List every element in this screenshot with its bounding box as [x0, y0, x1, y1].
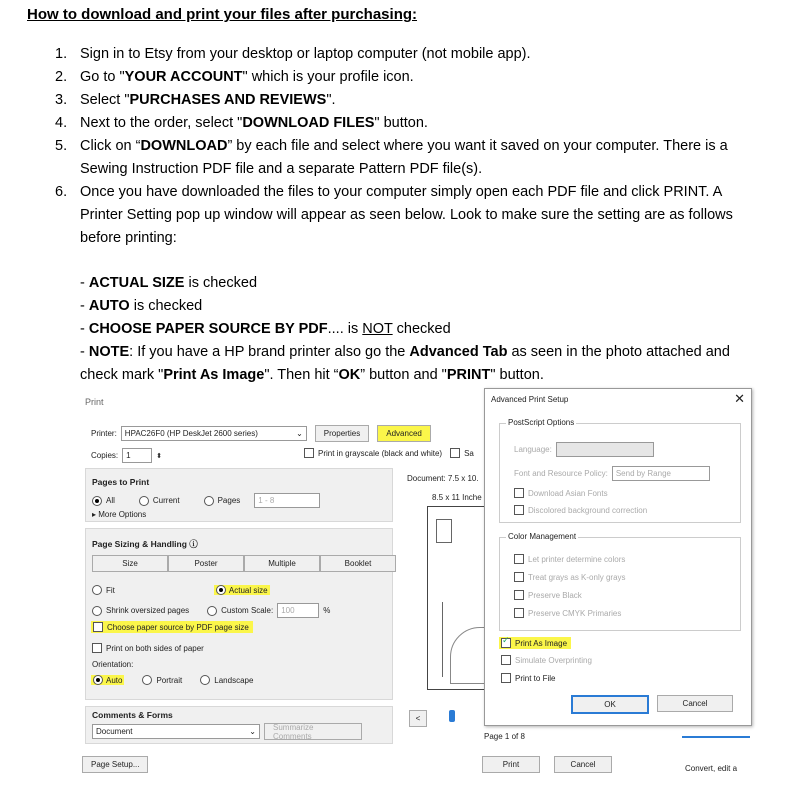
properties-button[interactable]: Properties [315, 425, 369, 442]
postscript-options-group [499, 418, 741, 523]
text-run: - [80, 321, 89, 337]
page-sizing-panel [85, 528, 393, 700]
print-to-file-label: Print to File [515, 673, 556, 683]
text-run: Once you have downloaded the files to your computer simply open each PDF file and click PRINT. A Printer Setting pop up window will appear as seen below. Look to make sure the setting are as follows before printing: [80, 184, 733, 246]
simulate-overprinting-label: Simulate Overprinting [515, 655, 592, 665]
step-number: 4. [55, 115, 68, 131]
text-run: " button. [374, 115, 428, 131]
step-item [55, 135, 745, 181]
color-management-group [499, 532, 741, 631]
fit-radio[interactable] [92, 585, 102, 595]
text-run: is checked [184, 275, 258, 291]
step-text [80, 89, 745, 112]
comments-title: Comments & Forms [92, 710, 173, 720]
text-run: ". [326, 92, 336, 108]
step-text [80, 43, 745, 66]
advanced-print-setup-dialog [484, 388, 752, 726]
text-run: OK [338, 367, 361, 383]
text-run: Click on “ [80, 138, 141, 154]
language-select[interactable] [556, 442, 654, 457]
text-run: CHOOSE PAPER SOURCE BY PDF [88, 321, 328, 337]
preserve-black-checkbox[interactable] [514, 590, 524, 600]
step-text [80, 181, 745, 250]
custom-scale-radio[interactable] [207, 606, 217, 616]
zoom-slider[interactable] [449, 710, 455, 722]
current-radio[interactable] [139, 496, 149, 506]
text-run: ” button and " [360, 367, 447, 383]
print-dialog-screenshot [82, 388, 750, 780]
choose-paper-checkbox[interactable] [93, 622, 103, 632]
printer-value: HPAC26F0 (HP DeskJet 2600 series) [124, 429, 258, 438]
both-sides-label: Print on both sides of paper [106, 643, 204, 653]
all-label: All [106, 496, 115, 505]
choose-paper-label: Choose paper source by PDF page size [107, 622, 249, 632]
page-setup-button[interactable]: Page Setup... [82, 756, 148, 773]
auto-label: Auto [106, 675, 123, 685]
comments-value: Document [96, 727, 133, 736]
text-run: - [80, 275, 89, 291]
print-dialog-title: Print [85, 397, 104, 407]
advanced-dialog-title: Advanced Print Setup [491, 395, 569, 404]
text-run: NOTE [88, 344, 130, 360]
step-number: 2. [55, 69, 68, 85]
text-run: YOUR ACCOUNT [124, 69, 243, 85]
step-number: 3. [55, 92, 68, 108]
portrait-radio[interactable] [142, 675, 152, 685]
text-run: - [80, 298, 89, 314]
size-button[interactable]: Size [92, 555, 168, 572]
shrink-label: Shrink oversized pages [106, 606, 190, 615]
text-run: PURCHASES AND REVIEWS [129, 92, 327, 108]
treat-grays-checkbox[interactable] [514, 572, 524, 582]
text-run: PRINT [446, 367, 491, 383]
step-text [80, 66, 745, 89]
copies-label: Copies: [91, 451, 119, 460]
text-run: ". Then hit “ [264, 367, 339, 383]
discolored-checkbox[interactable] [514, 505, 524, 515]
actual-size-radio[interactable] [216, 585, 226, 595]
paper-size-label: 8.5 x 11 Inche [432, 493, 482, 502]
chevron-down-icon: ⌄ [249, 727, 256, 736]
text-run: Go to " [80, 69, 125, 85]
text-run: DOWNLOAD [140, 138, 228, 154]
pages-label: Pages [217, 496, 241, 505]
postscript-options-title: PostScript Options [508, 418, 575, 427]
blue-divider [682, 736, 750, 738]
language-label: Language: [514, 445, 552, 454]
convert-edit-text: Convert, edit a [685, 764, 738, 773]
text-run: " which is your profile icon. [242, 69, 414, 85]
save-ink-checkbox[interactable] [450, 448, 460, 458]
note-line [80, 318, 770, 341]
actual-size-option[interactable] [214, 585, 270, 595]
custom-scale-input[interactable]: 100 [277, 603, 319, 618]
text-run: : If you have a HP brand printer also go the [129, 344, 410, 360]
cancel-print-button[interactable]: Cancel [554, 756, 612, 773]
fit-label: Fit [106, 585, 115, 595]
text-run: Advanced Tab [409, 344, 508, 360]
step-text [80, 112, 745, 135]
current-label: Current [152, 496, 180, 505]
advanced-button[interactable]: Advanced [377, 425, 431, 442]
pages-to-print-panel [85, 468, 393, 522]
copies-stepper[interactable]: ⬍ [156, 452, 162, 460]
chevron-down-icon: ⌄ [296, 429, 303, 438]
all-radio[interactable] [92, 496, 102, 506]
print-as-image-label: Print As Image [515, 638, 568, 648]
text-run: Print As Image [163, 367, 265, 383]
text-run: Next to the order, select " [80, 115, 243, 131]
step-number: 1. [55, 46, 68, 62]
pages-range-input[interactable]: 1 - 8 [254, 493, 320, 508]
print-as-image-checkbox[interactable] [501, 638, 511, 648]
color-management-title: Color Management [508, 532, 577, 541]
landscape-label: Landscape [214, 675, 254, 685]
booklet-button[interactable]: Booklet [320, 555, 396, 572]
both-sides-checkbox[interactable] [92, 643, 102, 653]
text-run: DOWNLOAD FILES [242, 115, 375, 131]
copies-input[interactable]: 1 [122, 448, 152, 463]
font-policy-select[interactable]: Send by Range [612, 466, 710, 481]
steps-list [55, 43, 745, 250]
previous-page-button[interactable]: < [409, 710, 427, 727]
simulate-overprinting-checkbox[interactable] [501, 655, 511, 665]
step-item [55, 43, 745, 66]
document-size-label: Document: 7.5 x 10. [407, 474, 479, 483]
landscape-radio[interactable] [200, 675, 210, 685]
custom-scale-label: Custom Scale: [221, 606, 274, 615]
poster-button[interactable]: Poster [168, 555, 244, 572]
page-count-label: Page 1 of 8 [484, 732, 525, 741]
text-run: AUTO [88, 298, 130, 314]
download-asian-label: Download Asian Fonts [528, 488, 608, 498]
text-run: Sign in to Etsy from your desktop or laptop computer (not mobile app). [80, 46, 531, 62]
text-run: NOT [362, 321, 393, 337]
note-line [80, 272, 770, 295]
pages-radio[interactable] [204, 496, 214, 506]
advanced-cancel-button[interactable]: Cancel [657, 695, 733, 712]
step-item [55, 112, 745, 135]
page-sizing-title: Page Sizing & Handling ⓘ [92, 539, 198, 549]
multiple-button[interactable]: Multiple [244, 555, 320, 572]
discolored-label: Discolored background correction [528, 505, 648, 515]
step-number: 5. [55, 138, 68, 154]
text-run: " button. [490, 367, 544, 383]
step-number: 6. [55, 184, 68, 200]
comments-panel [85, 706, 393, 744]
let-printer-label: Let printer determine colors [528, 554, 626, 564]
orientation-label: Orientation: [92, 660, 134, 669]
grayscale-label: Print in grayscale (black and white) [318, 448, 443, 458]
preserve-cmyk-label: Preserve CMYK Primaries [528, 608, 622, 618]
step-item [55, 66, 745, 89]
pages-to-print-title: Pages to Print [92, 477, 150, 487]
more-options-toggle[interactable]: ▸ More Options [92, 510, 147, 519]
printer-label: Printer: [91, 429, 117, 438]
grayscale-checkbox[interactable] [304, 448, 314, 458]
let-printer-checkbox[interactable] [514, 554, 524, 564]
printer-select[interactable] [121, 426, 307, 441]
text-run: Select " [80, 92, 130, 108]
portrait-label: Portrait [156, 675, 183, 685]
download-asian-checkbox[interactable] [514, 488, 524, 498]
auto-radio[interactable] [93, 675, 103, 685]
note-line [80, 295, 770, 318]
step-item [55, 89, 745, 112]
text-run: checked [392, 321, 451, 337]
text-run: is checked [129, 298, 203, 314]
percent-label: % [323, 606, 331, 615]
text-run: - [80, 344, 89, 360]
ok-button[interactable]: OK [571, 695, 649, 714]
preserve-black-label: Preserve Black [528, 590, 582, 600]
summarize-comments-button[interactable]: Summarize Comments [264, 723, 362, 740]
step-item [55, 181, 745, 250]
treat-grays-label: Treat grays as K-only grays [528, 572, 626, 582]
save-ink-label: Sa [464, 448, 474, 458]
actual-size-label: Actual size [228, 585, 268, 595]
text-run: ACTUAL SIZE [88, 275, 185, 291]
text-run: ” by each file and select where you want it saved on your computer. There is a Sewing Instruction PDF file and a separate Pattern PDF file(s). [80, 138, 728, 177]
shrink-radio[interactable] [92, 606, 102, 616]
preserve-cmyk-checkbox[interactable] [514, 608, 524, 618]
note-line [80, 341, 770, 387]
font-policy-label: Font and Resource Policy: [514, 469, 608, 478]
auto-option[interactable] [91, 675, 124, 685]
text-run: as seen in the photo attached and check mark " [80, 344, 730, 383]
comments-select[interactable] [92, 724, 260, 739]
page-heading: How to download and print your files after purchasing: [27, 6, 418, 23]
text-run: .... is [327, 321, 363, 337]
settings-notes [80, 272, 770, 387]
close-icon[interactable]: ✕ [734, 391, 745, 406]
print-button[interactable]: Print [482, 756, 540, 773]
print-to-file-checkbox[interactable] [501, 673, 511, 683]
step-text [80, 135, 745, 181]
